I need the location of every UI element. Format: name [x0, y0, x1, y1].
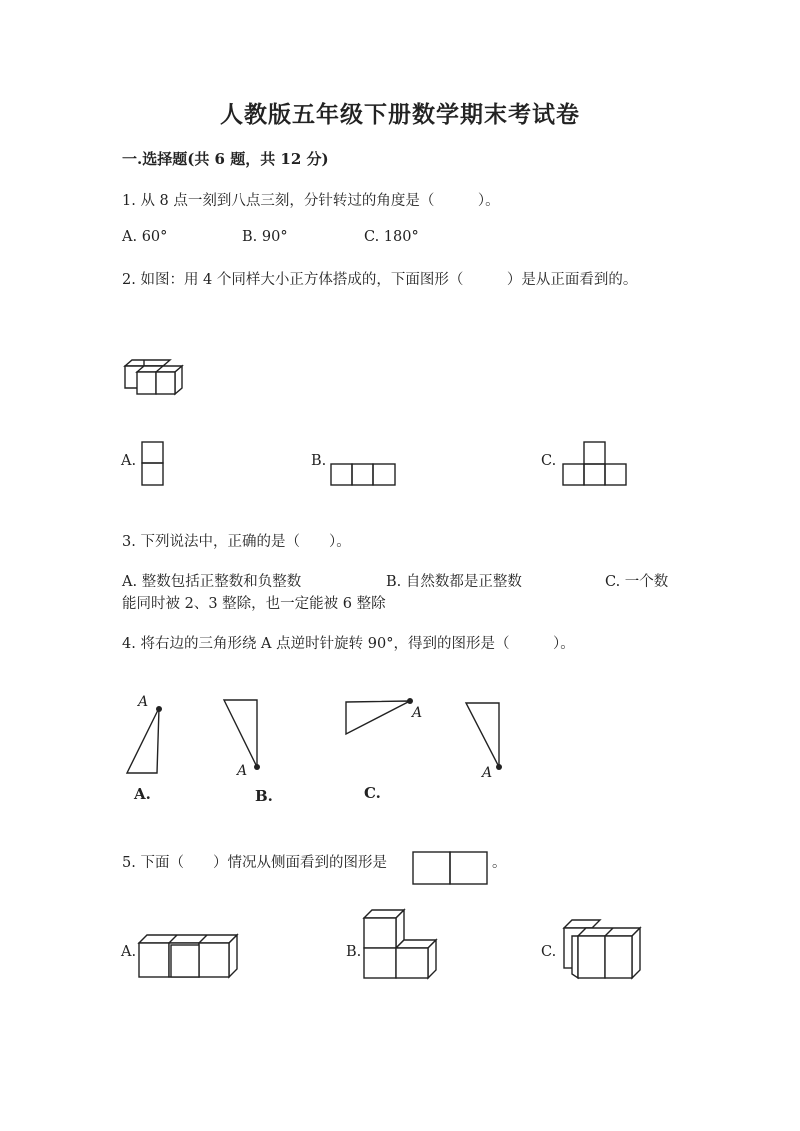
- question-2-option-c-label: C.: [541, 453, 557, 469]
- question-5-option-a-label: A.: [121, 944, 137, 960]
- question-2-option-a-label: A.: [121, 453, 137, 469]
- question-5-stem: 5. 下面（ ）情况从侧面看到的图形是: [122, 855, 387, 871]
- question-5-option-b-figure: [362, 908, 438, 980]
- page-title: 人教版五年级下册数学期末考试卷: [220, 101, 580, 128]
- question-5-stem-end: 。: [492, 855, 507, 871]
- question-4-option-a-label: A.: [134, 785, 151, 803]
- question-4-option-b-figure: [224, 700, 273, 805]
- question-2-option-c-figure: [562, 441, 630, 489]
- question-2-cube-figure: [120, 358, 190, 398]
- question-5-option-b-label: B.: [346, 944, 362, 960]
- question-3-option-c: C. 一个数: [605, 574, 669, 590]
- question-4-option-a-figure: [127, 694, 162, 803]
- question-4-option-c-label: C.: [364, 784, 381, 802]
- question-1-option-c: C. 180°: [364, 229, 419, 245]
- point-a-label: A: [482, 765, 493, 781]
- question-2-option-a-figure: [141, 441, 165, 487]
- question-4-option-c-figure: [346, 698, 422, 802]
- question-2-option-b-figure: [330, 463, 398, 489]
- question-3-stem: 3. 下列说法中，正确的是（ ）。: [122, 534, 351, 550]
- question-5-option-c-label: C.: [541, 944, 557, 960]
- point-a-label: A: [412, 705, 423, 721]
- section-heading: 一.选择题(共 6 题，共 12 分): [122, 150, 329, 168]
- question-2-stem: 2. 如图：用 4 个同样大小正方体搭成的，下面图形（ ）是从正面看到的。: [122, 272, 638, 288]
- question-2-option-b-label: B.: [311, 453, 327, 469]
- question-3-option-a: A. 整数包括正整数和负整数: [122, 574, 302, 590]
- question-5-option-a-figure: [137, 933, 243, 979]
- question-1-stem: 1. 从 8 点一刻到八点三刻，分针转过的角度是（ ）。: [122, 193, 500, 209]
- question-1-option-b: B. 90°: [242, 229, 288, 245]
- question-5-option-c-figure: [562, 918, 642, 980]
- question-5-side-view-figure: [412, 851, 490, 887]
- question-1-option-a: A. 60°: [122, 229, 168, 245]
- question-4-option-b-label: B.: [255, 787, 273, 805]
- question-3-option-c-continued: 能同时被 2、3 整除，也一定能被 6 整除: [122, 596, 386, 612]
- question-4-original-triangle: [466, 703, 502, 781]
- point-a-label: A: [237, 763, 248, 779]
- point-a-label: A: [138, 694, 149, 710]
- question-3-option-b: B. 自然数都是正整数: [386, 574, 522, 590]
- question-4-stem: 4. 将右边的三角形绕 A 点逆时针旋转 90°，得到的图形是（ ）。: [122, 636, 575, 652]
- question-4-figure: [110, 688, 520, 808]
